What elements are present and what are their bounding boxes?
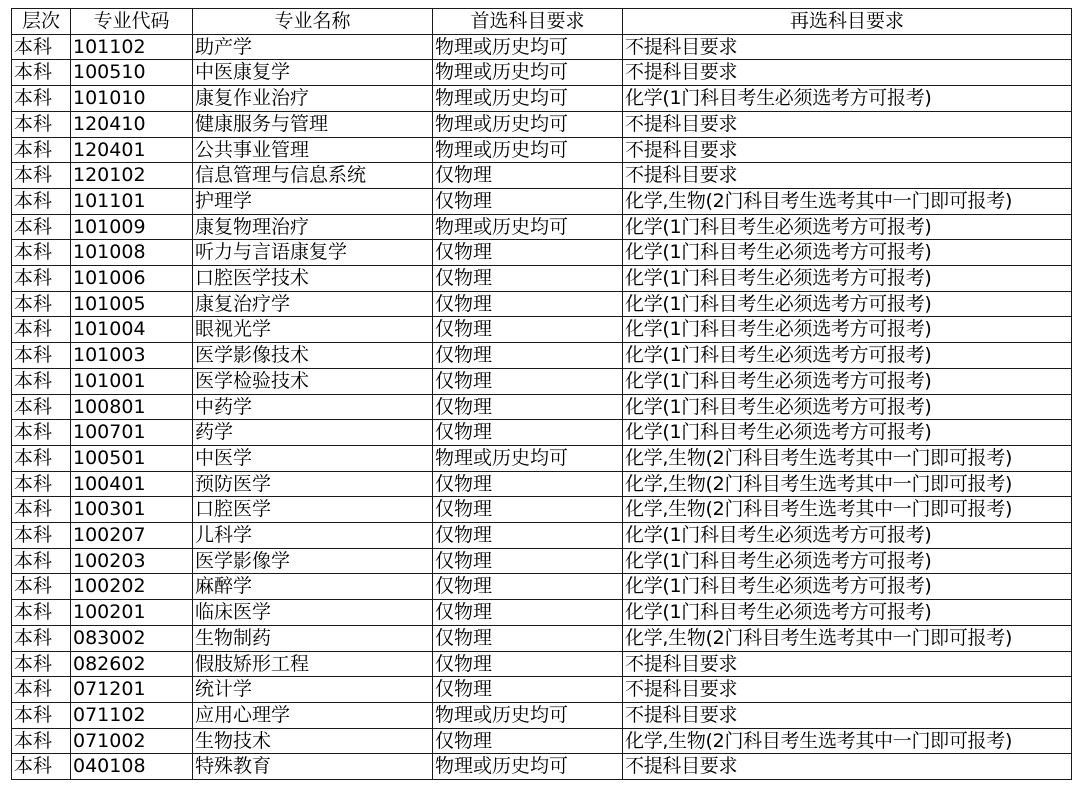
major-code-cell: 100203 [71,548,193,574]
level-cell: 本科 [12,317,71,343]
second-subject-cell: 化学(1门科目考生必须选考方可报考) [623,523,1072,549]
major-name-cell: 预防医学 [193,471,433,497]
table-row [12,677,1072,703]
major-name-cell: 生物技术 [193,728,433,754]
first-subject-cell: 物理或历史均可 [433,214,623,240]
first-subject-cell: 仅物理 [433,368,623,394]
level-cell: 本科 [12,651,71,677]
first-subject-cell: 物理或历史均可 [433,754,623,780]
major-code-cell: 101003 [71,343,193,369]
level-cell: 本科 [12,677,71,703]
level-cell: 本科 [12,728,71,754]
major-name-cell: 生物制药 [193,625,433,651]
second-subject-cell: 化学(1门科目考生必须选考方可报考) [623,420,1072,446]
second-subject-cell: 化学(1门科目考生必须选考方可报考) [623,214,1072,240]
second-subject-cell: 化学,生物(2门科目考生选考其中一门即可报考) [623,728,1072,754]
table-row [12,343,1072,369]
first-subject-cell: 仅物理 [433,163,623,189]
table-row [12,574,1072,600]
level-cell: 本科 [12,548,71,574]
table-row [12,368,1072,394]
major-name-cell: 应用心理学 [193,702,433,728]
second-subject-cell: 不提科目要求 [623,754,1072,780]
level-cell: 本科 [12,240,71,266]
header-first-subject: 首选科目要求 [433,9,623,35]
table-row [12,548,1072,574]
first-subject-cell: 仅物理 [433,600,623,626]
level-cell: 本科 [12,625,71,651]
major-code-cell: 101004 [71,317,193,343]
major-name-cell: 临床医学 [193,600,433,626]
major-name-cell: 康复作业治疗 [193,86,433,112]
table-row [12,523,1072,549]
level-cell: 本科 [12,60,71,86]
second-subject-cell: 化学(1门科目考生必须选考方可报考) [623,368,1072,394]
subject-requirements-sheet [11,8,1072,780]
first-subject-cell: 仅物理 [433,728,623,754]
first-subject-cell: 仅物理 [433,651,623,677]
second-subject-cell: 化学(1门科目考生必须选考方可报考) [623,291,1072,317]
header-second-subject: 再选科目要求 [623,9,1072,35]
level-cell: 本科 [12,471,71,497]
first-subject-cell: 仅物理 [433,291,623,317]
major-code-cell: 101101 [71,188,193,214]
second-subject-cell: 化学(1门科目考生必须选考方可报考) [623,600,1072,626]
second-subject-cell: 化学,生物(2门科目考生选考其中一门即可报考) [623,497,1072,523]
major-code-cell: 120410 [71,111,193,137]
major-name-cell: 助产学 [193,34,433,60]
table-row [12,625,1072,651]
major-code-cell: 082602 [71,651,193,677]
major-code-cell: 100207 [71,523,193,549]
first-subject-cell: 物理或历史均可 [433,34,623,60]
header-major-name: 专业名称 [193,9,433,35]
table-row [12,137,1072,163]
first-subject-cell: 仅物理 [433,574,623,600]
second-subject-cell: 不提科目要求 [623,702,1072,728]
first-subject-cell: 仅物理 [433,523,623,549]
level-cell: 本科 [12,702,71,728]
major-code-cell: 071201 [71,677,193,703]
major-name-cell: 康复物理治疗 [193,214,433,240]
table-row [12,291,1072,317]
second-subject-cell: 化学(1门科目考生必须选考方可报考) [623,343,1072,369]
major-name-cell: 药学 [193,420,433,446]
second-subject-cell: 不提科目要求 [623,34,1072,60]
header-row [12,9,1072,35]
first-subject-cell: 仅物理 [433,266,623,292]
table-row [12,188,1072,214]
level-cell: 本科 [12,137,71,163]
first-subject-cell: 物理或历史均可 [433,111,623,137]
level-cell: 本科 [12,34,71,60]
header-level: 层次 [12,9,71,35]
first-subject-cell: 仅物理 [433,471,623,497]
first-subject-cell: 仅物理 [433,240,623,266]
table-row [12,214,1072,240]
first-subject-cell: 仅物理 [433,394,623,420]
major-code-cell: 101005 [71,291,193,317]
second-subject-cell: 不提科目要求 [623,137,1072,163]
table-body [12,34,1072,779]
level-cell: 本科 [12,445,71,471]
major-code-cell: 100801 [71,394,193,420]
major-name-cell: 中药学 [193,394,433,420]
major-name-cell: 麻醉学 [193,574,433,600]
table-row [12,651,1072,677]
level-cell: 本科 [12,754,71,780]
major-name-cell: 公共事业管理 [193,137,433,163]
table-row [12,163,1072,189]
major-code-cell: 071002 [71,728,193,754]
major-name-cell: 儿科学 [193,523,433,549]
second-subject-cell: 化学(1门科目考生必须选考方可报考) [623,548,1072,574]
table-row [12,34,1072,60]
major-name-cell: 口腔医学 [193,497,433,523]
level-cell: 本科 [12,163,71,189]
table-row [12,445,1072,471]
second-subject-cell: 化学(1门科目考生必须选考方可报考) [623,394,1072,420]
second-subject-cell: 化学(1门科目考生必须选考方可报考) [623,574,1072,600]
table-row [12,394,1072,420]
major-code-cell: 100301 [71,497,193,523]
table-row [12,60,1072,86]
first-subject-cell: 仅物理 [433,317,623,343]
second-subject-cell: 化学,生物(2门科目考生选考其中一门即可报考) [623,445,1072,471]
level-cell: 本科 [12,86,71,112]
first-subject-cell: 物理或历史均可 [433,86,623,112]
level-cell: 本科 [12,343,71,369]
second-subject-cell: 不提科目要求 [623,163,1072,189]
major-name-cell: 中医康复学 [193,60,433,86]
second-subject-cell: 不提科目要求 [623,651,1072,677]
level-cell: 本科 [12,111,71,137]
table-row [12,728,1072,754]
major-name-cell: 医学检验技术 [193,368,433,394]
major-name-cell: 听力与言语康复学 [193,240,433,266]
level-cell: 本科 [12,600,71,626]
first-subject-cell: 物理或历史均可 [433,137,623,163]
first-subject-cell: 仅物理 [433,188,623,214]
first-subject-cell: 物理或历史均可 [433,445,623,471]
major-code-cell: 100401 [71,471,193,497]
first-subject-cell: 仅物理 [433,548,623,574]
major-name-cell: 护理学 [193,188,433,214]
major-code-cell: 101009 [71,214,193,240]
level-cell: 本科 [12,394,71,420]
major-code-cell: 101102 [71,34,193,60]
level-cell: 本科 [12,368,71,394]
major-name-cell: 医学影像技术 [193,343,433,369]
major-name-cell: 中医学 [193,445,433,471]
major-name-cell: 统计学 [193,677,433,703]
table-row [12,471,1072,497]
major-code-cell: 101001 [71,368,193,394]
major-code-cell: 101008 [71,240,193,266]
table-row [12,86,1072,112]
second-subject-cell: 化学(1门科目考生必须选考方可报考) [623,266,1072,292]
table-row [12,754,1072,780]
major-code-cell: 100501 [71,445,193,471]
second-subject-cell: 化学(1门科目考生必须选考方可报考) [623,86,1072,112]
first-subject-cell: 仅物理 [433,677,623,703]
level-cell: 本科 [12,523,71,549]
major-name-cell: 特殊教育 [193,754,433,780]
first-subject-cell: 仅物理 [433,625,623,651]
major-name-cell: 假肢矫形工程 [193,651,433,677]
table-row [12,240,1072,266]
first-subject-cell: 物理或历史均可 [433,702,623,728]
table-row [12,317,1072,343]
major-name-cell: 医学影像学 [193,548,433,574]
major-code-cell: 100201 [71,600,193,626]
second-subject-cell: 不提科目要求 [623,60,1072,86]
second-subject-cell: 化学(1门科目考生必须选考方可报考) [623,317,1072,343]
first-subject-cell: 仅物理 [433,343,623,369]
table-row [12,702,1072,728]
major-code-cell: 101006 [71,266,193,292]
table-row [12,600,1072,626]
table-row [12,497,1072,523]
second-subject-cell: 化学,生物(2门科目考生选考其中一门即可报考) [623,471,1072,497]
major-code-cell: 100701 [71,420,193,446]
first-subject-cell: 仅物理 [433,497,623,523]
level-cell: 本科 [12,574,71,600]
major-code-cell: 083002 [71,625,193,651]
level-cell: 本科 [12,214,71,240]
major-code-cell: 101010 [71,86,193,112]
level-cell: 本科 [12,291,71,317]
second-subject-cell: 化学,生物(2门科目考生选考其中一门即可报考) [623,188,1072,214]
major-name-cell: 眼视光学 [193,317,433,343]
second-subject-cell: 不提科目要求 [623,111,1072,137]
second-subject-cell: 化学(1门科目考生必须选考方可报考) [623,240,1072,266]
header-major-code: 专业代码 [71,9,193,35]
level-cell: 本科 [12,420,71,446]
table-row [12,111,1072,137]
major-name-cell: 口腔医学技术 [193,266,433,292]
major-code-cell: 071102 [71,702,193,728]
level-cell: 本科 [12,188,71,214]
first-subject-cell: 物理或历史均可 [433,60,623,86]
level-cell: 本科 [12,497,71,523]
major-name-cell: 健康服务与管理 [193,111,433,137]
second-subject-cell: 不提科目要求 [623,677,1072,703]
table-row [12,266,1072,292]
table-row [12,420,1072,446]
major-code-cell: 100510 [71,60,193,86]
level-cell: 本科 [12,266,71,292]
major-code-cell: 120401 [71,137,193,163]
major-name-cell: 康复治疗学 [193,291,433,317]
major-code-cell: 120102 [71,163,193,189]
major-name-cell: 信息管理与信息系统 [193,163,433,189]
major-code-cell: 100202 [71,574,193,600]
first-subject-cell: 仅物理 [433,420,623,446]
subject-requirements-table [11,8,1072,780]
second-subject-cell: 化学,生物(2门科目考生选考其中一门即可报考) [623,625,1072,651]
major-code-cell: 040108 [71,754,193,780]
